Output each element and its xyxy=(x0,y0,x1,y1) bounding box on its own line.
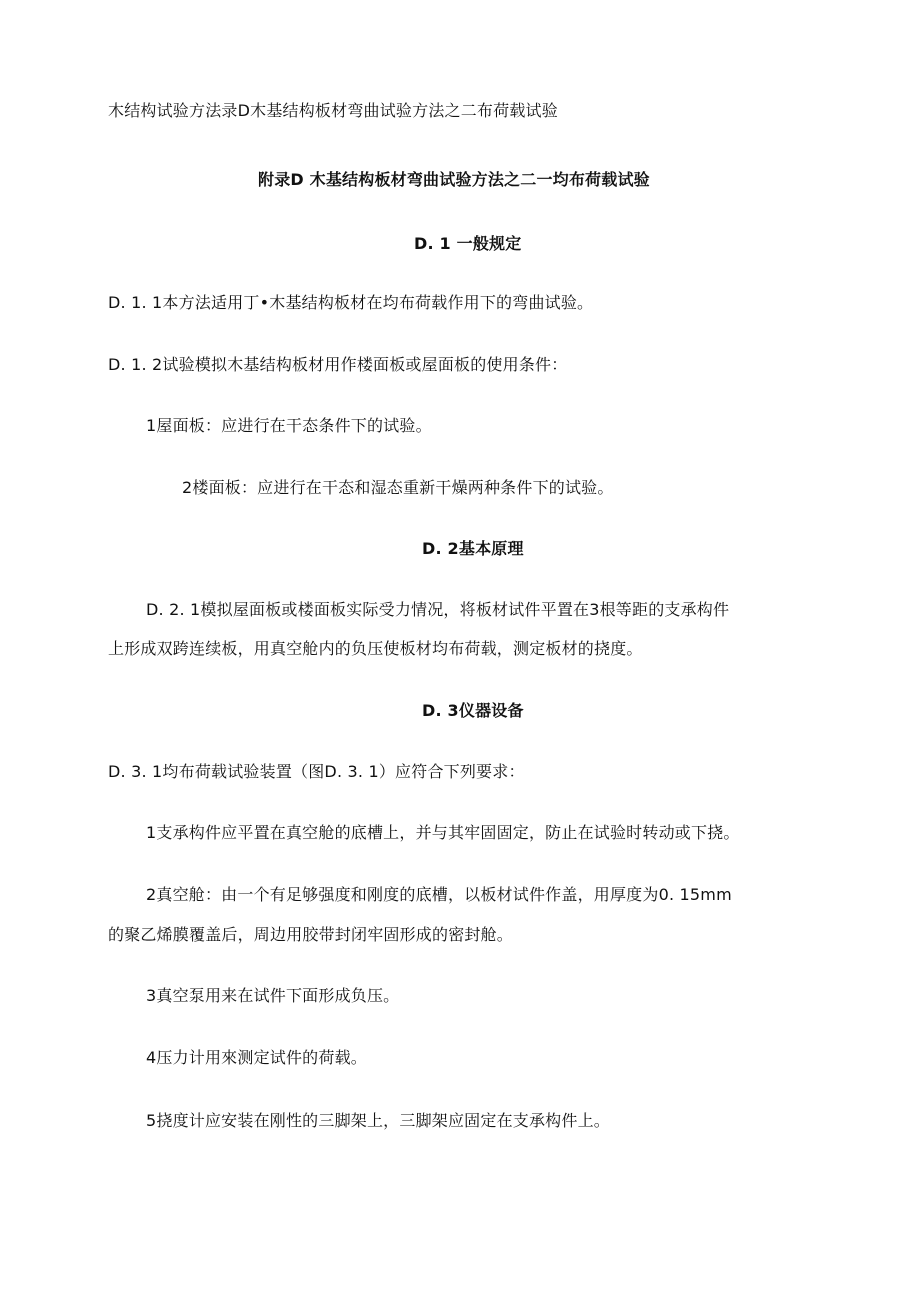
list-item-vacuum-chamber-line1: 2真空舱：由一个有足够强度和刚度的底槽，以板材试件作盖，用厚度为0. 15mm xyxy=(146,885,732,904)
list-item-floor-panel: 2楼面板：应进行在干态和湿态重新干燥两种条件下的试验。 xyxy=(182,478,614,497)
clause-d-3-1: D. 3. 1均布荷载试验装置（图D. 3. 1）应符合下列要求： xyxy=(108,762,525,781)
list-item-roof-panel: 1屋面板：应进行在干态条件下的试验。 xyxy=(146,416,432,435)
clause-d-1-1: D. 1. 1本方法适用丁•木基结构板材在均布荷载作用下的弯曲试验。 xyxy=(108,293,594,312)
appendix-title: 附录D 木基结构板材弯曲试验方法之二一均布荷载试验 xyxy=(258,170,650,189)
section-heading-d1: D. 1 一般规定 xyxy=(414,234,522,253)
section-heading-d2: D. 2基本原理 xyxy=(422,539,524,558)
list-item-deflection-gauge: 5挠度计应安装在刚性的三脚架上，三脚架应固定在支承构件上。 xyxy=(146,1111,610,1130)
clause-d-1-2: D. 1. 2试验模拟木基结构板材用作楼面板或屋面板的使用条件： xyxy=(108,355,568,374)
clause-d-2-1-line2: 上形成双跨连续板，用真空舱内的负压使板材均布荷载，测定板材的挠度。 xyxy=(108,639,643,658)
running-header: 木结构试验方法录D木基结构板材弯曲试验方法之二布荷载试验 xyxy=(108,101,558,120)
clause-d-2-1-line1: D. 2. 1模拟屋面板或楼面板实际受力情况，将板材试件平置在3根等距的支承构件 xyxy=(146,600,730,619)
list-item-support: 1支承构件应平置在真空舱的底槽上，并与其牢固固定，防止在试验时转动或下挠。 xyxy=(146,823,740,842)
list-item-vacuum-chamber-line2: 的聚乙烯膜覆盖后，周边用胶带封闭牢固形成的密封舱。 xyxy=(108,925,514,944)
list-item-vacuum-pump: 3真空泵用来在试件下面形成负压。 xyxy=(146,986,400,1005)
list-item-pressure-gauge: 4压力计用來测定试件的荷载。 xyxy=(146,1048,367,1067)
section-heading-d3: D. 3仪器设备 xyxy=(422,701,524,720)
